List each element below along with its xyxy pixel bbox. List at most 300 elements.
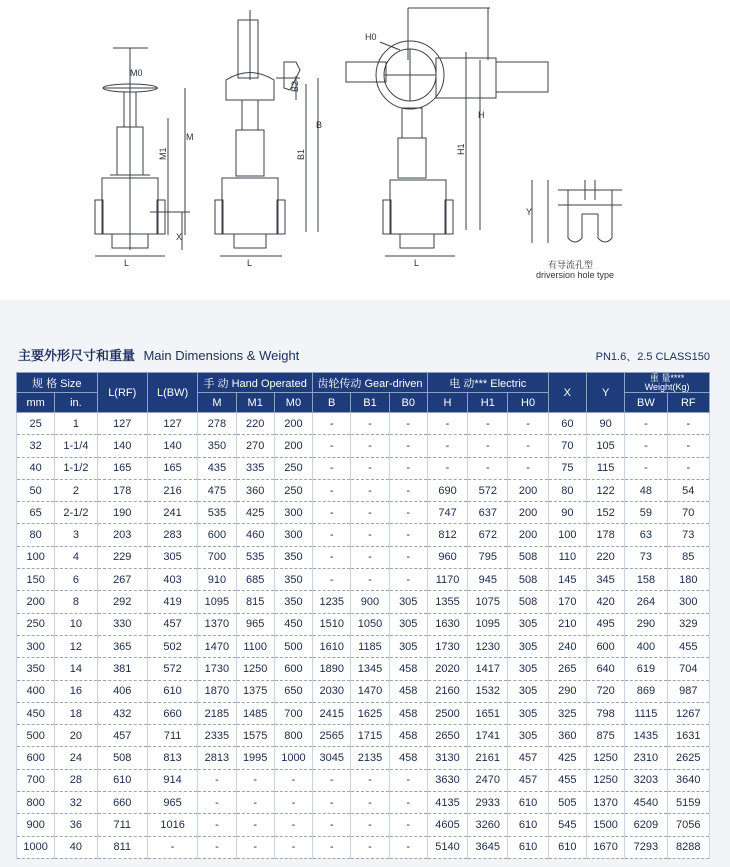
table-cell: 165 — [97, 457, 147, 479]
table-cell: 1100 — [236, 635, 274, 657]
table-cell: 965 — [236, 613, 274, 635]
table-cell: 458 — [389, 747, 427, 769]
table-cell: 508 — [508, 546, 548, 568]
table-cell: 619 — [625, 658, 667, 680]
table-cell: 350 — [274, 591, 312, 613]
table-cell: 700 — [17, 769, 55, 791]
table-cell: - — [313, 524, 351, 546]
table-row — [17, 524, 710, 546]
table-cell: 572 — [468, 479, 508, 501]
table-cell: 1250 — [236, 658, 274, 680]
header-weight-cn: 重 量**** — [649, 372, 685, 383]
table-cell: 200 — [508, 524, 548, 546]
table-cell: - — [351, 435, 389, 457]
table-cell: 1095 — [198, 591, 236, 613]
table-cell: 250 — [274, 457, 312, 479]
table-cell: 145 — [548, 569, 586, 591]
table-cell: 220 — [236, 413, 274, 435]
table-cell: 2161 — [468, 747, 508, 769]
table-cell: 690 — [427, 479, 467, 501]
table-cell: 3203 — [625, 769, 667, 791]
table-cell: 1470 — [198, 635, 236, 657]
table-cell: 400 — [625, 635, 667, 657]
table-cell: 283 — [147, 524, 197, 546]
table-cell: 1417 — [468, 658, 508, 680]
table-cell: 1016 — [147, 814, 197, 836]
table-cell: 18 — [55, 702, 97, 724]
table-cell: 1250 — [586, 747, 624, 769]
table-cell: 1995 — [236, 747, 274, 769]
table-cell: 600 — [274, 658, 312, 680]
table-cell: - — [389, 479, 427, 501]
table-cell: 240 — [548, 635, 586, 657]
table-cell: 329 — [667, 613, 709, 635]
pressure-rating: PN1.6、2.5 CLASS150 — [595, 351, 710, 363]
table-cell: 2 — [55, 479, 97, 501]
valve-drawings — [0, 0, 730, 300]
table-cell: 220 — [586, 546, 624, 568]
table-cell: 600 — [17, 747, 55, 769]
table-cell: 3645 — [468, 836, 508, 858]
table-cell: 105 — [586, 435, 624, 457]
table-cell: - — [427, 435, 467, 457]
table-cell: 36 — [55, 814, 97, 836]
table-cell: 1510 — [313, 613, 351, 635]
header-in: in. — [55, 393, 97, 413]
table-cell: 425 — [548, 747, 586, 769]
table-cell: - — [198, 836, 236, 858]
header-bw: BW — [625, 393, 667, 413]
table-cell: 502 — [147, 635, 197, 657]
table-row — [17, 613, 710, 635]
table-cell: 508 — [508, 569, 548, 591]
table-cell: 1-1/2 — [55, 457, 97, 479]
table-cell: 140 — [97, 435, 147, 457]
table-cell: 475 — [198, 479, 236, 501]
table-cell: 350 — [198, 435, 236, 457]
table-cell: 65 — [17, 502, 55, 524]
table-cell: 457 — [508, 769, 548, 791]
table-header-row-1 — [17, 373, 710, 393]
table-cell: 2933 — [468, 792, 508, 814]
table-cell: 265 — [548, 658, 586, 680]
table-cell: 2-1/2 — [55, 502, 97, 524]
table-cell: 455 — [667, 635, 709, 657]
table-cell: 1870 — [198, 680, 236, 702]
table-cell: 535 — [236, 546, 274, 568]
label-h1: H1 — [456, 143, 466, 155]
table-cell: 1630 — [427, 613, 467, 635]
table-cell: - — [147, 836, 197, 858]
table-cell: 170 — [548, 591, 586, 613]
header-electric: 电 动*** Electric — [427, 373, 548, 393]
table-cell: 2565 — [313, 725, 351, 747]
table-cell: 2135 — [351, 747, 389, 769]
table-cell: 300 — [17, 635, 55, 657]
table-cell: 6 — [55, 569, 97, 591]
table-cell: 1741 — [468, 725, 508, 747]
table-cell: - — [198, 769, 236, 791]
table-cell: 180 — [667, 569, 709, 591]
table-cell: 305 — [389, 591, 427, 613]
table-cell: 24 — [55, 747, 97, 769]
table-cell: 305 — [508, 658, 548, 680]
table-cell: - — [236, 814, 274, 836]
table-cell: 325 — [548, 702, 586, 724]
table-cell: 420 — [586, 591, 624, 613]
table-cell: - — [313, 413, 351, 435]
table-cell: - — [313, 546, 351, 568]
table-cell: 1625 — [351, 702, 389, 724]
table-cell: 406 — [97, 680, 147, 702]
table-cell: 3 — [55, 524, 97, 546]
table-cell: 200 — [274, 435, 312, 457]
table-cell: 400 — [17, 680, 55, 702]
table-cell: - — [389, 769, 427, 791]
header-b: B — [313, 393, 351, 413]
table-cell: 610 — [97, 769, 147, 791]
table-cell: 70 — [548, 435, 586, 457]
table-cell: 1730 — [198, 658, 236, 680]
table-cell: 1890 — [313, 658, 351, 680]
label-l-right: L — [414, 258, 420, 268]
table-cell: 1715 — [351, 725, 389, 747]
table-cell: 7293 — [625, 836, 667, 858]
table-cell: 365 — [97, 635, 147, 657]
table-cell: - — [274, 836, 312, 858]
table-cell: 457 — [508, 747, 548, 769]
label-b: B — [316, 120, 323, 130]
table-cell: - — [468, 413, 508, 435]
table-cell: 1651 — [468, 702, 508, 724]
table-cell: - — [351, 792, 389, 814]
table-cell: 1185 — [351, 635, 389, 657]
label-b1: B1 — [296, 148, 306, 160]
table-cell: 300 — [274, 502, 312, 524]
table-cell: - — [427, 457, 467, 479]
table-cell: 457 — [97, 725, 147, 747]
table-cell: 330 — [97, 613, 147, 635]
table-cell: 267 — [97, 569, 147, 591]
table-row — [17, 769, 710, 791]
table-cell: 1095 — [468, 613, 508, 635]
table-cell: 419 — [147, 591, 197, 613]
table-cell: - — [313, 769, 351, 791]
table-cell: 2415 — [313, 702, 351, 724]
table-cell: 100 — [17, 546, 55, 568]
table-cell: - — [625, 413, 667, 435]
table-row — [17, 814, 710, 836]
table-cell: 381 — [97, 658, 147, 680]
table-cell: 1435 — [625, 725, 667, 747]
table-cell: 8288 — [667, 836, 709, 858]
table-row — [17, 413, 710, 435]
table-cell: 54 — [667, 479, 709, 501]
table-cell: - — [351, 546, 389, 568]
table-cell: 1470 — [351, 680, 389, 702]
label-b2: B2 — [290, 80, 300, 92]
table-cell: 1000 — [274, 747, 312, 769]
label-x: X — [176, 232, 183, 242]
table-cell: 178 — [586, 524, 624, 546]
table-cell: 73 — [667, 524, 709, 546]
table-cell: 660 — [147, 702, 197, 724]
table-cell: 610 — [508, 836, 548, 858]
table-cell: - — [351, 836, 389, 858]
header-h1: H1 — [468, 393, 508, 413]
table-cell: 813 — [147, 747, 197, 769]
table-cell: - — [389, 814, 427, 836]
table-cell: 2160 — [427, 680, 467, 702]
table-cell: - — [313, 435, 351, 457]
table-cell: 458 — [389, 680, 427, 702]
table-cell: 600 — [198, 524, 236, 546]
table-cell: 158 — [625, 569, 667, 591]
table-cell: 610 — [508, 792, 548, 814]
table-cell: - — [389, 792, 427, 814]
table-cell: - — [313, 479, 351, 501]
table-cell: 800 — [17, 792, 55, 814]
header-size: 规 格 Size — [17, 373, 98, 393]
table-cell: 264 — [625, 591, 667, 613]
table-cell: - — [468, 435, 508, 457]
dimensions-table — [16, 372, 710, 859]
table-cell: 711 — [147, 725, 197, 747]
table-cell: 127 — [147, 413, 197, 435]
table-cell: 250 — [17, 613, 55, 635]
header-b1: B1 — [351, 393, 389, 413]
table-cell: 910 — [198, 569, 236, 591]
table-cell: 3630 — [427, 769, 467, 791]
table-cell: 1485 — [236, 702, 274, 724]
table-cell: 12 — [55, 635, 97, 657]
table-cell: 572 — [147, 658, 197, 680]
table-cell: 305 — [508, 635, 548, 657]
table-cell: 403 — [147, 569, 197, 591]
table-cell: 305 — [508, 725, 548, 747]
table-cell: 200 — [17, 591, 55, 613]
table-cell: 305 — [389, 613, 427, 635]
table-cell: 455 — [548, 769, 586, 791]
valve-drawings-svg — [0, 0, 730, 300]
table-cell: - — [313, 836, 351, 858]
table-cell: 292 — [97, 591, 147, 613]
table-cell: 1500 — [586, 814, 624, 836]
table-cell: - — [389, 457, 427, 479]
table-cell: 200 — [508, 479, 548, 501]
table-cell: 900 — [17, 814, 55, 836]
table-cell: - — [351, 413, 389, 435]
table-cell: - — [313, 502, 351, 524]
table-row — [17, 702, 710, 724]
title-chinese: 主要外形尺寸和重量 — [18, 348, 136, 363]
table-cell: 190 — [97, 502, 147, 524]
table-cell: 28 — [55, 769, 97, 791]
table-cell: 178 — [97, 479, 147, 501]
table-cell: 640 — [586, 658, 624, 680]
table-cell: 798 — [586, 702, 624, 724]
table-cell: 637 — [468, 502, 508, 524]
header-y: Y — [586, 373, 624, 413]
table-cell: - — [236, 769, 274, 791]
table-row — [17, 836, 710, 858]
table-cell: 300 — [667, 591, 709, 613]
diagram-caption-en: driversion hole type — [536, 270, 615, 280]
table-cell: - — [389, 435, 427, 457]
table-cell: 800 — [274, 725, 312, 747]
table-cell: 110 — [548, 546, 586, 568]
label-l-mid: L — [247, 258, 253, 268]
table-cell: 4605 — [427, 814, 467, 836]
table-cell: 945 — [468, 569, 508, 591]
table-cell: 450 — [17, 702, 55, 724]
table-cell: 711 — [97, 814, 147, 836]
table-cell: 241 — [147, 502, 197, 524]
table-cell: 40 — [55, 836, 97, 858]
header-weight — [625, 373, 710, 393]
table-cell: - — [389, 569, 427, 591]
table-cell: 127 — [97, 413, 147, 435]
table-cell: 305 — [389, 635, 427, 657]
table-cell: 90 — [548, 502, 586, 524]
label-m1: M1 — [158, 147, 168, 160]
table-cell: - — [508, 457, 548, 479]
header-h0: H0 — [508, 393, 548, 413]
table-cell: 2625 — [667, 747, 709, 769]
table-row — [17, 591, 710, 613]
table-cell: 150 — [17, 569, 55, 591]
header-l-bw: L(BW) — [147, 373, 197, 413]
table-row — [17, 457, 710, 479]
table-cell: 1610 — [313, 635, 351, 657]
table-cell: 535 — [198, 502, 236, 524]
header-mm: mm — [17, 393, 55, 413]
header-m0: M0 — [274, 393, 312, 413]
table-cell: - — [274, 792, 312, 814]
table-cell: - — [351, 457, 389, 479]
table-cell: 278 — [198, 413, 236, 435]
table-cell: 350 — [274, 546, 312, 568]
table-cell: 80 — [548, 479, 586, 501]
table-row — [17, 658, 710, 680]
table-cell: 60 — [548, 413, 586, 435]
table-cell: 2335 — [198, 725, 236, 747]
table-cell: 345 — [586, 569, 624, 591]
table-cell: 432 — [97, 702, 147, 724]
label-y: Y — [526, 207, 533, 217]
table-cell: - — [389, 546, 427, 568]
table-cell: - — [236, 836, 274, 858]
header-l-rf: L(RF) — [97, 373, 147, 413]
table-cell: - — [351, 569, 389, 591]
table-cell: 3640 — [667, 769, 709, 791]
table-cell: 3045 — [313, 747, 351, 769]
table-cell: 1631 — [667, 725, 709, 747]
table-cell: 960 — [427, 546, 467, 568]
table-cell: 4135 — [427, 792, 467, 814]
table-cell: 795 — [468, 546, 508, 568]
table-cell: 305 — [508, 702, 548, 724]
table-cell: 32 — [55, 792, 97, 814]
table-cell: 1370 — [586, 792, 624, 814]
header-gear-driven: 齿轮传动 Gear-driven — [313, 373, 428, 393]
table-cell: 350 — [274, 569, 312, 591]
table-row — [17, 502, 710, 524]
table-cell: 100 — [548, 524, 586, 546]
diagram-caption-cn: 有导流孔型 — [548, 260, 594, 270]
table-cell: 3130 — [427, 747, 467, 769]
table-cell: 1115 — [625, 702, 667, 724]
label-m0: M0 — [130, 68, 143, 78]
table-cell: - — [508, 435, 548, 457]
table-cell: - — [313, 814, 351, 836]
table-cell: - — [351, 479, 389, 501]
table-cell: 610 — [147, 680, 197, 702]
label-l-left: L — [124, 258, 130, 268]
table-cell: 5159 — [667, 792, 709, 814]
hand-operated-valve-drawing — [95, 48, 190, 256]
table-cell: - — [351, 524, 389, 546]
table-cell: - — [198, 814, 236, 836]
table-cell: 165 — [147, 457, 197, 479]
table-cell: 216 — [147, 479, 197, 501]
table-cell: 1730 — [427, 635, 467, 657]
table-cell: 1267 — [667, 702, 709, 724]
table-cell: 290 — [548, 680, 586, 702]
table-cell: 305 — [508, 680, 548, 702]
table-cell: 305 — [147, 546, 197, 568]
table-row — [17, 680, 710, 702]
table-cell: 1532 — [468, 680, 508, 702]
table-cell: 700 — [274, 702, 312, 724]
header-x: X — [548, 373, 586, 413]
table-cell: 360 — [236, 479, 274, 501]
table-cell: 4540 — [625, 792, 667, 814]
header-m: M — [198, 393, 236, 413]
table-cell: 1 — [55, 413, 97, 435]
table-cell: 2650 — [427, 725, 467, 747]
table-cell: 3260 — [468, 814, 508, 836]
table-cell: - — [389, 502, 427, 524]
table-cell: 115 — [586, 457, 624, 479]
table-cell: 700 — [198, 546, 236, 568]
table-cell: 152 — [586, 502, 624, 524]
table-cell: 270 — [236, 435, 274, 457]
table-cell: 505 — [548, 792, 586, 814]
table-cell: 2470 — [468, 769, 508, 791]
table-cell: - — [351, 502, 389, 524]
table-cell: 335 — [236, 457, 274, 479]
table-cell: 508 — [97, 747, 147, 769]
table-cell: 40 — [17, 457, 55, 479]
table-cell: 250 — [274, 479, 312, 501]
table-cell: 14 — [55, 658, 97, 680]
table-cell: 290 — [625, 613, 667, 635]
table-cell: - — [468, 457, 508, 479]
header-h: H — [427, 393, 467, 413]
table-cell: 63 — [625, 524, 667, 546]
table-cell: 2020 — [427, 658, 467, 680]
table-cell: 1170 — [427, 569, 467, 591]
gear-driven-valve-drawing — [215, 10, 318, 256]
table-cell: 435 — [198, 457, 236, 479]
table-cell: 90 — [586, 413, 624, 435]
table-row — [17, 569, 710, 591]
table-cell: 811 — [97, 836, 147, 858]
table-cell: 48 — [625, 479, 667, 501]
table-cell: 1370 — [198, 613, 236, 635]
table-cell: 610 — [508, 814, 548, 836]
